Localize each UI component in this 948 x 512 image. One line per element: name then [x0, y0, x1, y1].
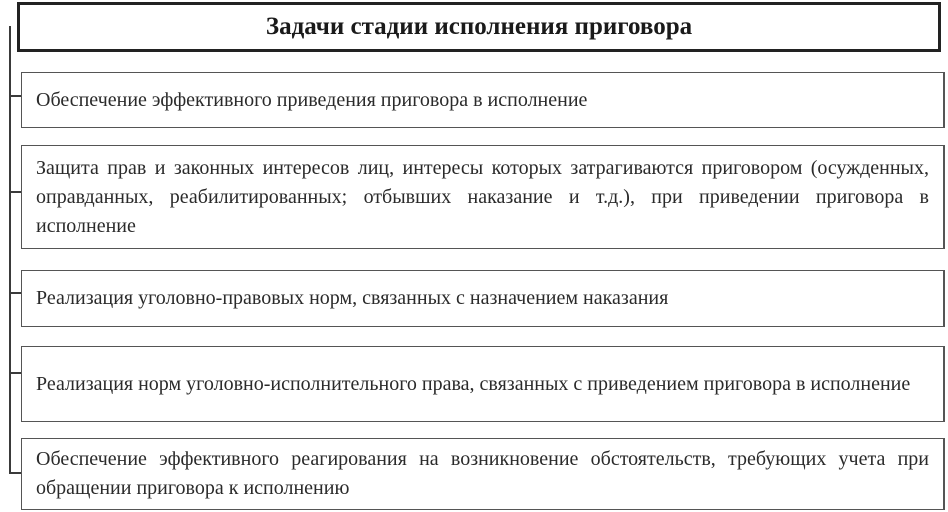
task-box-1 [21, 72, 945, 128]
task-box-2 [21, 145, 945, 249]
connector-branch [9, 191, 21, 193]
connector-branch [9, 372, 21, 374]
task-text: Защита прав и законных интересов лиц, интересы которых затрагиваются приговором (осужденных, оправданных, реабилитированных; отбывших наказание и т.д.), при приведении приговора в исполнение [36, 156, 929, 237]
connector-branch [9, 292, 21, 294]
diagram-title-text: Задачи стадии исполнения приговора [265, 13, 693, 40]
task-text: Реализация норм уголовно-исполнительного права, связанных с приведением приговора в исполнение [36, 372, 911, 395]
task-box-3 [21, 270, 945, 327]
task-box-4 [21, 346, 945, 422]
diagram-title [17, 2, 941, 52]
task-text: Обеспечение эффективного реагирования на возникновение обстоятельств, требующих учета при обращении приговора к исполнению [36, 448, 929, 499]
task-box-5 [21, 438, 945, 510]
task-text: Реализация уголовно-правовых норм, связанных с назначением наказания [36, 287, 669, 309]
connector-branch [9, 95, 21, 97]
connector-branch [9, 472, 21, 474]
connector-line [9, 26, 11, 474]
task-text: Обеспечение эффективного приведения приговора в исполнение [36, 88, 588, 111]
